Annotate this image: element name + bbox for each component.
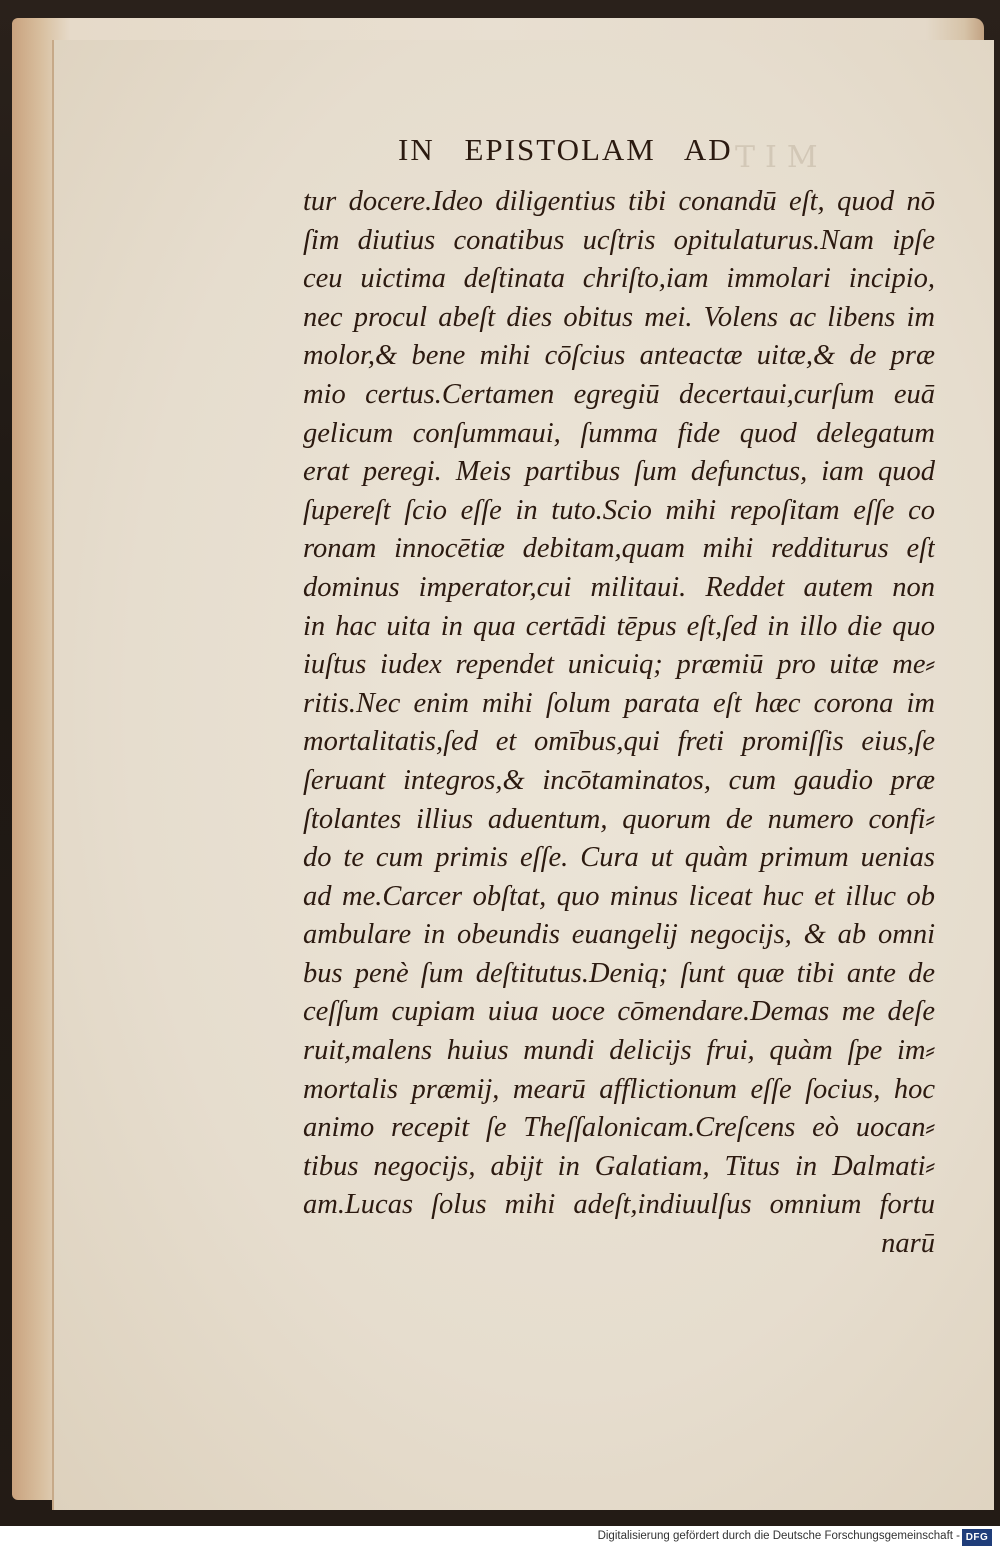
text-line: tibus negocijs, abijt in Galatiam, Titus in Dalmati⸗: [303, 1150, 935, 1182]
text-line: mortalitatis,ſed et omībus,qui freti promiſſis eius,ſe: [303, 726, 935, 758]
text-line: ad me.Carcer obſtat, quo minus liceat huc et illuc ob: [303, 880, 935, 912]
text-line: ruit,malens huius mundi delicijs frui, quàm ſpe im⸗: [303, 1035, 935, 1067]
text-line: ſupereſt ſcio eſſe in tuto.Scio mihi repoſitam eſſe co: [303, 494, 935, 526]
running-head: IN EPISTOLAM AD: [398, 132, 733, 167]
text-line: do te cum primis eſſe. Cura ut quàm primum uenias: [303, 842, 935, 874]
dfg-logo-icon: [962, 1529, 992, 1546]
text-line: erat peregi. Meis partibus ſum defunctus, iam quod: [303, 456, 935, 488]
catchword: narū: [881, 1228, 935, 1260]
text-block: [303, 183, 935, 1264]
text-line: am.Lucas ſolus mihi adeſt,indiuulſus omnium fortu: [303, 1189, 935, 1221]
bleed-through-text: TIM: [735, 140, 828, 175]
footer-bar: [0, 1526, 1000, 1548]
text-line: animo recepit ſe Theſſalonicam.Creſcens eò uocan⸗: [303, 1112, 935, 1144]
text-line: ſtolantes illius aduentum, quorum de numero confi⸗: [303, 803, 935, 835]
text-line: mio certus.Certamen egregiū decertaui,curſum euā: [303, 378, 935, 410]
text-line: ſeruant integros,& incōtaminatos, cum gaudio præ: [303, 764, 935, 796]
text-line: ambulare in obeundis euangelij negocijs, & ab omni: [303, 919, 935, 951]
text-line: mortalis præmij, mearū afflictionum eſſe ſocius, hoc: [303, 1073, 935, 1105]
text-line: ceſſum cupiam uiua uoce cōmendare.Demas me deſe: [303, 996, 935, 1028]
text-line: dominus imperator,cui militaui. Reddet autem non: [303, 571, 935, 603]
text-line: molor,& bene mihi cōſcius anteactæ uitæ,& de præ: [303, 340, 935, 372]
text-line: ceu uictima deſtinata chriſto,iam immolari incipio,: [303, 263, 935, 295]
funding-notice: Digitalisierung gefördert durch die Deutsche Forschungsgemeinschaft -: [597, 1530, 960, 1542]
text-line: ritis.Nec enim mihi ſolum parata eſt hæc corona im: [303, 687, 935, 719]
text-line: ronam innocētiæ debitam,quam mihi redditurus eſt: [303, 533, 935, 565]
text-line: iuſtus iudex rependet unicuiq; præmiū pro uitæ me⸗: [303, 649, 935, 681]
text-line: ſim diutius conatibus ucſtris opitulaturus.Nam ipſe: [303, 224, 935, 256]
text-line: bus penè ſum deſtitutus.Deniq; ſunt quæ tibi ante de: [303, 957, 935, 989]
text-line: gelicum conſummaui, ſumma fide quod delegatum: [303, 417, 935, 449]
text-line: tur docere.Ideo diligentius tibi conandū eſt, quod nō: [303, 186, 935, 217]
dfg-logo-text: DFG: [965, 1532, 989, 1543]
text-line: in hac uita in qua certādi tēpus eſt,ſed in illo die quo: [303, 610, 935, 642]
text-line: nec procul abeſt dies obitus mei. Volens ac libens im: [303, 301, 935, 333]
